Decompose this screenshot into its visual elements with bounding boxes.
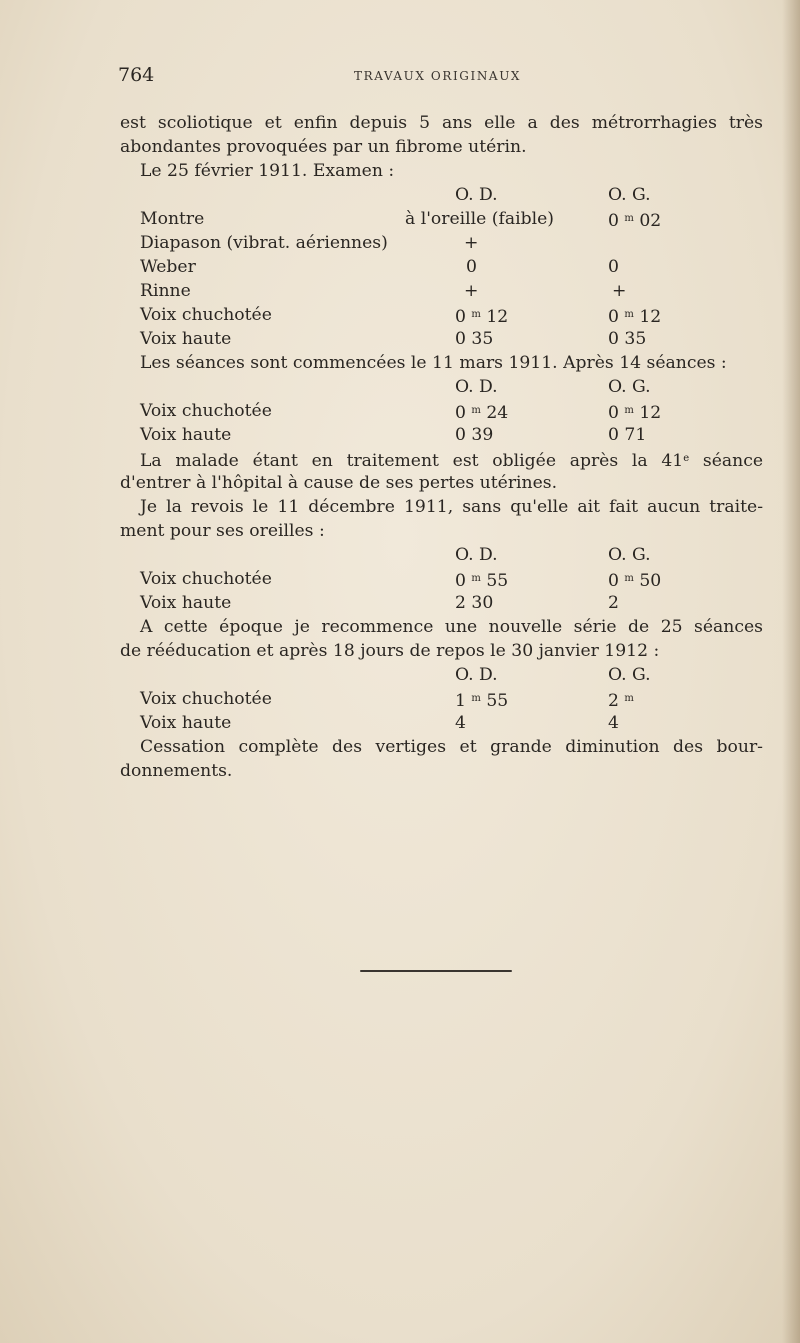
- exam1-od-header: O. D.: [455, 185, 498, 205]
- exam1-og-header: O. G.: [608, 185, 651, 205]
- exam3-row-og: 2: [608, 593, 619, 613]
- intro-line-2: abondantes provoquées par un fibrome utérin.: [120, 137, 527, 157]
- page-edge-shadow: [782, 0, 800, 1343]
- exam1-row-og: 0 $^m$ 02: [608, 211, 662, 231]
- exam3-row-od: 2 30: [455, 593, 494, 613]
- exam4-row-og: 2 $^m$: [608, 691, 634, 711]
- exam2-row-label: Voix chuchotée: [140, 401, 272, 421]
- end-rule: [360, 970, 512, 972]
- exam3-row-og: 0 $^m$ 50: [608, 571, 662, 591]
- exam4-og-header: O. G.: [608, 665, 651, 685]
- exam4-od-header: O. D.: [455, 665, 498, 685]
- para6-line-1: Cessation complète des vertiges et grande diminution des bour-: [140, 737, 763, 757]
- para3-line-2: d'entrer à l'hôpital à cause de ses pertes utérines.: [120, 473, 558, 493]
- exam2-od-header: O. D.: [455, 377, 498, 397]
- exam1-row-od: 0 35: [455, 329, 494, 349]
- exam4-row-od: 1 $^m$ 55: [455, 691, 509, 711]
- exam2-og-header: O. G.: [608, 377, 651, 397]
- exam1-row-og: 0 $^m$ 12: [608, 307, 662, 327]
- exam1-row-od: +: [464, 281, 479, 301]
- exam1-row-label: Rinne: [140, 281, 191, 301]
- exam1-row-od: à l'oreille (faible): [405, 209, 554, 229]
- running-header: [0, 64, 800, 94]
- exam2-row-od: 0 39: [455, 425, 494, 445]
- para5-line-2: de rééducation et après 18 jours de repos le 30 janvier 1912 :: [120, 641, 660, 661]
- intro-line-1: est scoliotique et enfin depuis 5 ans elle a des métrorrhagies très: [120, 113, 763, 133]
- intro-line-3: Le 25 février 1911. Examen :: [140, 161, 395, 181]
- journal-title: TRAVAUX ORIGINAUX: [354, 69, 522, 83]
- exam3-row-od: 0 $^m$ 55: [455, 571, 509, 591]
- exam3-row-label: Voix chuchotée: [140, 569, 272, 589]
- exam4-row-label: Voix haute: [140, 713, 232, 733]
- para4-line-2: ment pour ses oreilles :: [120, 521, 325, 541]
- para4-line-1: Je la revois le 11 décembre 1911, sans qu'elle ait fait aucun traite-: [140, 497, 763, 517]
- exam2-row-label: Voix haute: [140, 425, 232, 445]
- exam4-row-og: 4: [608, 713, 619, 733]
- exam4-row-label: Voix chuchotée: [140, 689, 272, 709]
- exam3-og-header: O. G.: [608, 545, 651, 565]
- exam2-row-od: 0 $^m$ 24: [455, 403, 509, 423]
- exam1-row-og: 0: [608, 257, 619, 277]
- exam1-row-label: Montre: [140, 209, 205, 229]
- exam1-row-og: +: [612, 281, 627, 301]
- exam1-row-label: Diapason (vibrat. aériennes): [140, 233, 388, 253]
- exam3-od-header: O. D.: [455, 545, 498, 565]
- exam2-row-og: 0 71: [608, 425, 647, 445]
- para6-line-2: donnements.: [120, 761, 233, 781]
- exam1-row-og: 0 35: [608, 329, 647, 349]
- exam1-row-label: Weber: [140, 257, 196, 277]
- para2-line-1: Les séances sont commencées le 11 mars 1911. Après 14 séances :: [140, 353, 727, 373]
- exam1-row-od: 0: [466, 257, 477, 277]
- exam1-row-od: +: [464, 233, 479, 253]
- exam2-row-og: 0 $^m$ 12: [608, 403, 662, 423]
- para5-line-1: A cette époque je recommence une nouvelle série de 25 séances: [140, 617, 763, 637]
- exam1-row-label: Voix chuchotée: [140, 305, 272, 325]
- exam1-row-od: 0 $^m$ 12: [455, 307, 509, 327]
- exam4-row-od: 4: [455, 713, 466, 733]
- para3-line-1: La malade étant en traitement est obligée après la 41e séance: [140, 451, 764, 471]
- exam3-row-label: Voix haute: [140, 593, 232, 613]
- page-number: 764: [118, 64, 155, 86]
- exam1-row-label: Voix haute: [140, 329, 232, 349]
